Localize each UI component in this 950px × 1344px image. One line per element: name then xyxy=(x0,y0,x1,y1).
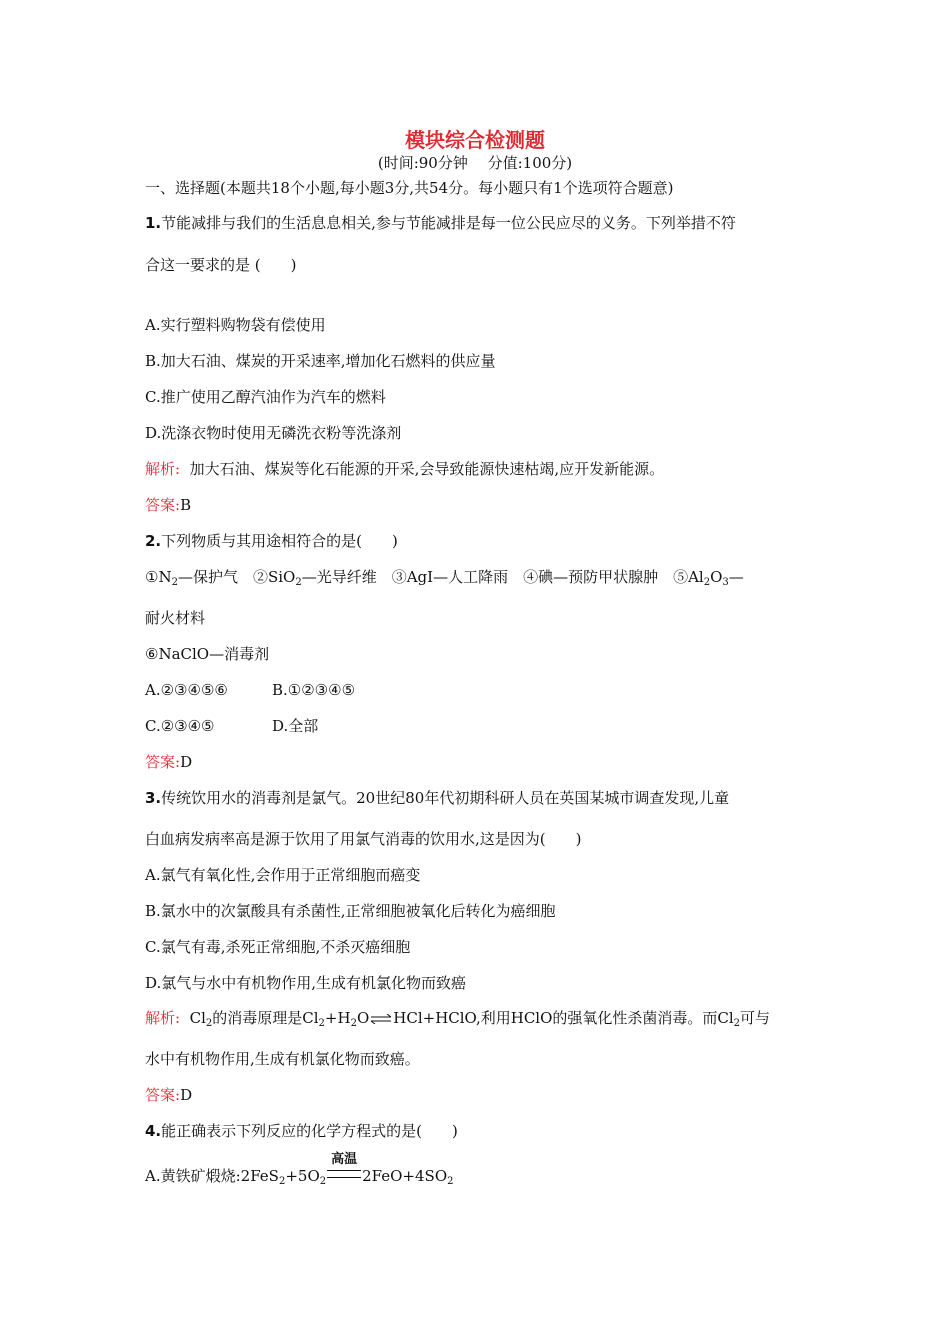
equals-sign-icon xyxy=(327,1170,361,1178)
q2-option-a: A.②③④⑤⑥ xyxy=(145,681,228,699)
q1-option-d: D.洗涤衣物时使用无磷洗衣粉等洗涤剂 xyxy=(145,424,402,442)
q1-option-c: C.推广使用乙醇汽油作为汽车的燃料 xyxy=(145,388,386,406)
q4-stem: 4.能正确表示下列反应的化学方程式的是( ) xyxy=(145,1122,458,1140)
answer-label: 答案: xyxy=(145,496,181,514)
q2-option-d: D.全部 xyxy=(272,717,319,735)
answer-label: 答案: xyxy=(145,753,181,771)
q1-stem-line1: 1.节能减排与我们的生活息息相关,参与节能减排是每一位公民应尽的义务。下列举措不符 xyxy=(145,214,736,232)
q2-items-line3: ⑥NaClO—消毒剂 xyxy=(145,645,270,663)
reaction-condition: 高温 xyxy=(327,1166,361,1186)
q3-option-a: A.氯气有氧化性,会作用于正常细胞而癌变 xyxy=(145,866,421,884)
analysis-label: 解析: xyxy=(145,460,181,478)
q1-answer: 答案:B xyxy=(145,496,192,514)
page-title: 模块综合检测题 xyxy=(405,128,545,152)
q1-option-a: A.实行塑料购物袋有偿使用 xyxy=(145,316,326,334)
q4-number: 4. xyxy=(145,1122,162,1140)
q2-option-c: C.②③④⑤ xyxy=(145,717,215,735)
q3-number: 3. xyxy=(145,789,162,807)
answer-label: 答案: xyxy=(145,1086,181,1104)
section-heading: 一、选择题(本题共18个小题,每小题3分,共54分。每小题只有1个选项符合题意) xyxy=(145,179,674,197)
q2-items-line2: 耐火材料 xyxy=(145,609,206,627)
q2-stem: 2.下列物质与其用途相符合的是( ) xyxy=(145,532,398,550)
q3-option-c: C.氯气有毒,杀死正常细胞,不杀灭癌细胞 xyxy=(145,938,411,956)
q3-stem-line1: 3.传统饮用水的消毒剂是氯气。20世纪80年代初期科研人员在英国某城市调查发现,儿童 xyxy=(145,789,730,807)
q3-stem-line2: 白血病发病率高是源于饮用了用氯气消毒的饮用水,这是因为( ) xyxy=(145,830,582,848)
q1-analysis: 解析: 加大石油、煤炭等化石能源的开采,会导致能源快速枯竭,应开发新能源。 xyxy=(145,460,665,478)
q2-items-line1: $①N_2—$保护气 ②SiO$_2$—光导纤维 ③AgI—人工降雨 ④碘—预防甲状腺肿 $⑤Al_2O_3—$ xyxy=(145,568,744,588)
analysis-label: 解析: xyxy=(145,1009,181,1027)
q2-answer: 答案:D xyxy=(145,753,193,771)
q3-analysis-line1: 解析: $Cl_2$的消毒原理是$Cl_2+H_2O$ HCl+HClO,利用HClO的强氧化性杀菌消毒。而$Cl_2$可与 xyxy=(145,1009,771,1029)
q2-number: 2. xyxy=(145,532,162,550)
q1-option-b: B.加大石油、煤炭的开采速率,增加化石燃料的供应量 xyxy=(145,352,496,370)
q3-option-d: D.氯气与水中有机物作用,生成有机氯化物而致癌 xyxy=(145,974,467,992)
q2-option-b: B.①②③④⑤ xyxy=(272,681,356,699)
q3-option-b: B.氯水中的次氯酸具有杀菌性,正常细胞被氧化后转化为癌细胞 xyxy=(145,902,556,920)
q4-option-a: A.黄铁矿煅烧$:2FeS_2+5O_2$ 高温 $2FeO+4SO_2$ xyxy=(145,1152,454,1187)
q3-analysis-line2: 水中有机物作用,生成有机氯化物而致癌。 xyxy=(145,1050,420,1068)
q1-number: 1. xyxy=(145,214,162,232)
q1-stem-line2: 合这一要求的是 ( ) xyxy=(145,256,297,274)
reversible-arrow-icon xyxy=(370,1014,392,1024)
q3-answer: 答案:D xyxy=(145,1086,193,1104)
page-subtitle: (时间:90分钟 分值:100分) xyxy=(377,154,573,172)
